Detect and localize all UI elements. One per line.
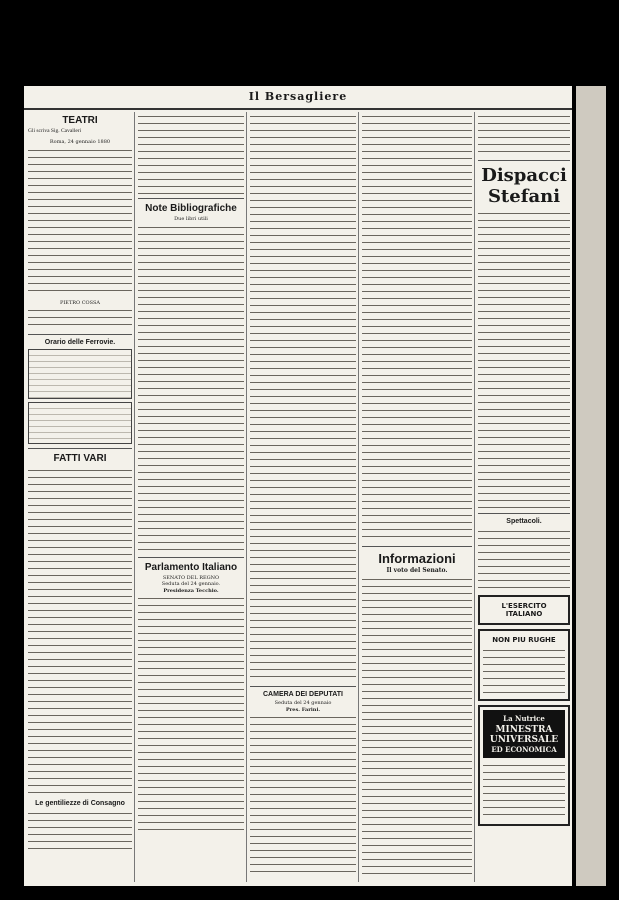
masthead-title: Il Bersagliere	[248, 90, 348, 103]
column-divider	[134, 112, 135, 882]
ad-subtitle: MINESTRA UNIVERSALE	[489, 725, 559, 745]
section-heading-parlamento: Parlamento Italiano	[144, 561, 238, 573]
section-heading-fatti-vari: FATTI VARI	[53, 453, 107, 464]
subheading: Il voto del Senato.	[386, 567, 448, 574]
column-5	[478, 112, 570, 882]
divider	[362, 546, 472, 547]
column-divider	[358, 112, 359, 882]
divider	[28, 448, 132, 449]
column-1	[28, 112, 132, 882]
railway-timetable	[28, 349, 132, 399]
subheading: Due libri utili	[174, 216, 208, 222]
body-text	[478, 112, 570, 156]
body-text	[28, 146, 132, 296]
body-text	[28, 809, 132, 849]
section-heading-orario: Orario delle Ferrovie.	[44, 339, 116, 346]
ad-title: NON PIU RUGHE	[492, 636, 556, 644]
section-heading-dispacci: Dispacci Stefani	[481, 165, 567, 207]
advertisement-esercito	[478, 595, 570, 625]
subheading: Seduta del 24 gennaio.	[161, 581, 221, 587]
ad-body	[483, 761, 565, 821]
section-heading-teatri: TEATRI	[62, 115, 98, 126]
ad-subtitle: ED ECONOMICA	[491, 745, 557, 754]
divider	[138, 557, 244, 558]
newspaper-page	[24, 86, 572, 886]
railway-timetable	[28, 402, 132, 444]
body-text	[138, 594, 244, 834]
section-heading-camera: CAMERA DEI DEPUTATI	[263, 691, 343, 698]
divider	[250, 686, 356, 687]
body-text	[250, 112, 356, 682]
ad-banner	[483, 710, 565, 758]
advertisement-nutrice	[478, 705, 570, 826]
letter-date: Roma, 24 gennaio 1880	[49, 139, 111, 145]
body-text	[28, 306, 132, 330]
divider	[138, 198, 244, 199]
subheading: SENATO DEL REGNO	[162, 574, 220, 581]
column-2	[138, 112, 244, 882]
letter-greeting: Gli scriva Sig. Cavalleri	[28, 128, 82, 134]
subheading: Presidenza Tecchio.	[163, 587, 219, 594]
column-divider	[474, 112, 475, 882]
column-divider	[246, 112, 247, 882]
section-heading-bibliografiche: Note Bibliografiche	[145, 203, 237, 214]
adjacent-page-edge	[576, 86, 606, 886]
body-text	[362, 112, 472, 542]
divider	[478, 160, 570, 161]
ad-body	[483, 646, 565, 696]
body-text	[28, 466, 132, 796]
masthead	[24, 86, 572, 110]
signature: PIETRO COSSA	[59, 299, 101, 306]
body-text	[478, 209, 570, 509]
column-3	[250, 112, 356, 882]
section-heading-informazioni: Informazioni	[378, 551, 456, 566]
subheading: Seduta del 24 gennaio	[274, 700, 332, 706]
section-heading-spettacoli: Spettacoli.	[506, 518, 542, 525]
ad-title: La Nutrice	[503, 714, 545, 723]
body-text	[138, 112, 244, 194]
subheading: Pres. Farini.	[285, 706, 321, 713]
column-4	[362, 112, 472, 882]
ad-title: L'ESERCITO ITALIANO	[501, 602, 547, 618]
divider	[478, 513, 570, 514]
divider	[28, 334, 132, 335]
body-text	[138, 223, 244, 553]
body-text	[478, 527, 570, 591]
advertisement-rughe	[478, 629, 570, 701]
subhead-consagno: Le gentiliezze di Consagno	[35, 800, 125, 807]
body-text	[362, 575, 472, 875]
body-text	[250, 713, 356, 873]
